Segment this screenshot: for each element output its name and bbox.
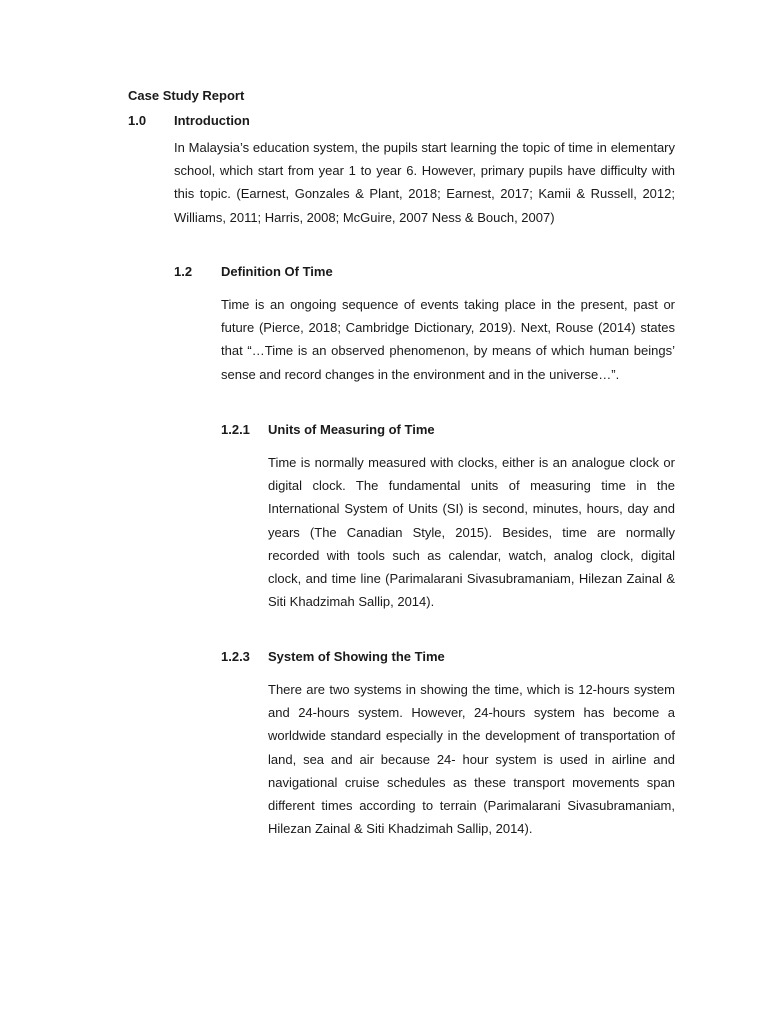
section-title: Definition Of Time bbox=[221, 264, 333, 279]
paragraph-introduction: In Malaysia’s education system, the pupils start learning the topic of time in elementary school, which start from year 1 to year 6. However, primary pupils have difficulty with this topic. (Earnest, Gonzales & Plant, 2018; Earnest, 2017; Kamii & Russell, 2012; Williams, 2011; Harris, 2008; McGuire, 2007 Ness & Bouch, 2007) bbox=[174, 140, 675, 225]
section-number: 1.2.1 bbox=[221, 422, 250, 437]
section-number: 1.0 bbox=[128, 113, 147, 128]
document-title: Case Study Report bbox=[128, 88, 245, 103]
paragraph-definition: Time is an ongoing sequence of events taking place in the present, past or future (Pierce, 2018; Cambridge Dictionary, 2019). Next, Rouse (2014) states that “…Time is an observed phenomenon, by means of which human beings’ sense and record changes in the environment and in the universe…”. bbox=[221, 297, 675, 382]
section-number: 1.2 bbox=[174, 264, 193, 279]
paragraph-system: There are two systems in showing the time, which is 12-hours system and 24-hours system. However, 24-hours system has become a worldwide standard especially in the development of transportation of land, sea and air because 24- hour system is used in airline and navigational cruise schedules as these transport movements span different times according to terrain (Parimalarani Sivasubramaniam, Hilezan Zainal & Siti Khadzimah Sallip, 2014). bbox=[268, 682, 675, 837]
section-title: System of Showing the Time bbox=[268, 649, 445, 664]
section-number: 1.2.3 bbox=[221, 649, 250, 664]
section-title: Units of Measuring of Time bbox=[268, 422, 435, 437]
paragraph-units: Time is normally measured with clocks, either is an analogue clock or digital clock. The fundamental units of measuring time in the International System of Units (SI) is second, minutes, hours, day and years (The Canadian Style, 2015). Besides, time are normally recorded with tools such as calendar, watch, analog clock, digital clock, and time line (Parimalarani Sivasubramaniam, Hilezan Zainal & Siti Khadzimah Sallip, 2014). bbox=[268, 455, 675, 610]
section-title: Introduction bbox=[174, 113, 250, 128]
